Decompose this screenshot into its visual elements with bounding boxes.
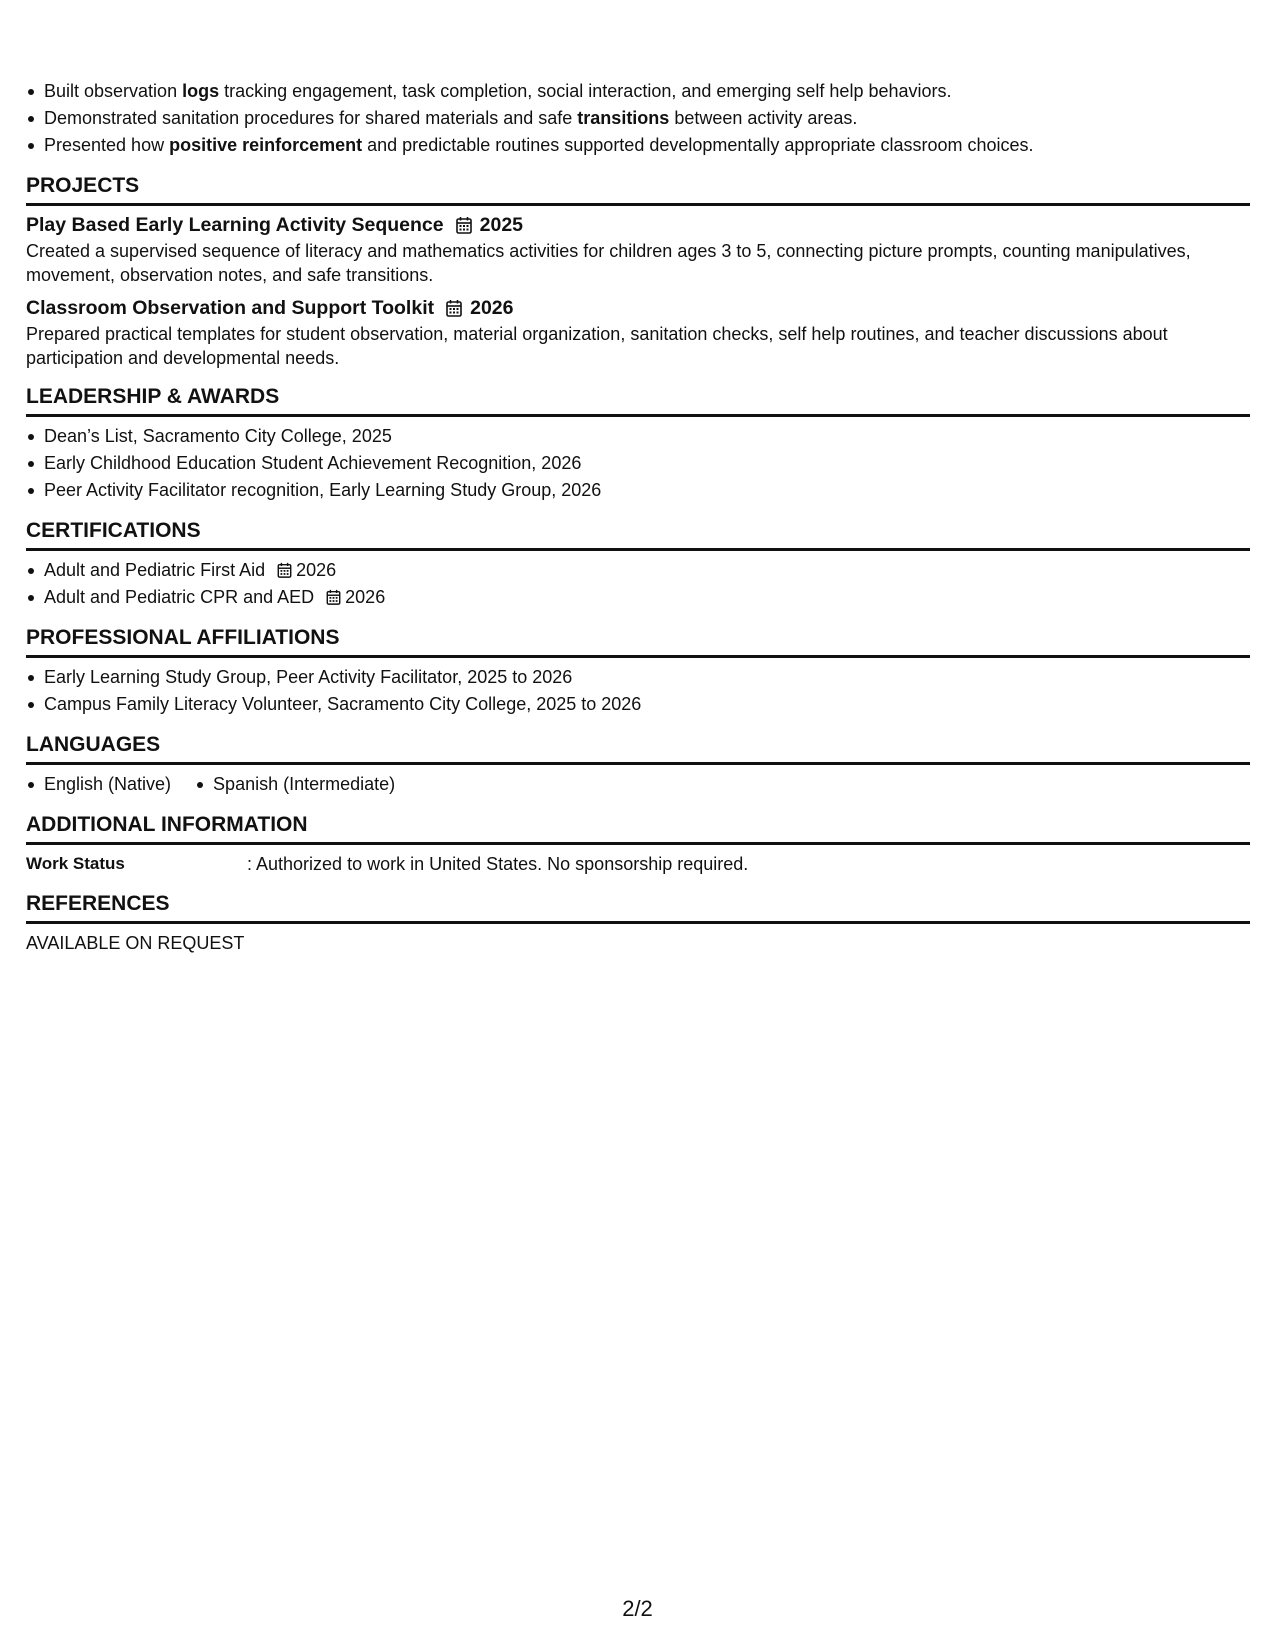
leadership-list [26, 423, 1250, 504]
section-heading: PROFESSIONAL AFFILIATIONS [26, 625, 1250, 658]
section-heading: LEADERSHIP & AWARDS [26, 384, 1250, 417]
project-title: Classroom Observation and Support Toolkit [26, 297, 435, 319]
section-heading: CERTIFICATIONS [26, 518, 1250, 551]
list-item: Early Learning Study Group, Peer Activity Facilitator, 2025 to 2026 [44, 664, 1250, 691]
project-year: 2025 [479, 214, 524, 236]
references-section [26, 891, 1250, 956]
additional-info-section [26, 812, 1250, 877]
certification-name: Adult and Pediatric CPR and AED [44, 587, 315, 607]
resume-page [26, 78, 1250, 956]
list-item: Spanish (Intermediate) [213, 771, 395, 798]
project-year: 2026 [470, 297, 514, 319]
list-item: Peer Activity Facilitator recognition, Early Learning Study Group, 2026 [44, 477, 1250, 504]
leadership-section [26, 384, 1250, 504]
calendar-icon [456, 216, 472, 234]
project-title: Play Based Early Learning Activity Sequence [26, 214, 444, 236]
list-item: English (Native) [44, 771, 171, 798]
certification-name: Adult and Pediatric First Aid [44, 560, 266, 580]
list-item: Presented how positive reinforcement and predictable routines supported developmentally appropriate classroom choices. [44, 132, 1250, 159]
list-item: Demonstrated sanitation procedures for shared materials and safe transitions between activity areas. [44, 105, 1250, 132]
list-item [44, 557, 1250, 584]
calendar-icon [446, 299, 462, 317]
work-status-value: : Authorized to work in United States. No sponsorship required. [247, 854, 749, 874]
calendar-icon [277, 562, 292, 578]
projects-section [26, 173, 1250, 370]
calendar-icon [326, 589, 341, 605]
section-heading: ADDITIONAL INFORMATION [26, 812, 1250, 845]
section-heading: PROJECTS [26, 173, 1250, 206]
project-description: Created a supervised sequence of literacy and mathematics activities for children ages 3 to 5, connecting picture prompts, counting manipulatives, movement, observation notes, and safe transitions. [26, 241, 1191, 285]
certifications-list [26, 557, 1250, 611]
references-text: AVAILABLE ON REQUEST [26, 933, 245, 953]
work-status-row [26, 851, 1250, 877]
project-entry [26, 212, 1250, 287]
list-item: Built observation logs tracking engagement, task completion, social interaction, and emerging self help behaviors. [44, 78, 1250, 105]
list-item: Dean’s List, Sacramento City College, 2025 [44, 423, 1250, 450]
section-heading: REFERENCES [26, 891, 1250, 924]
certification-year: 2026 [345, 587, 386, 607]
certifications-section [26, 518, 1250, 611]
affiliations-list [26, 664, 1250, 718]
page-number: 2/2 [622, 1596, 653, 1621]
experience-bullets [26, 78, 1250, 159]
project-description: Prepared practical templates for student observation, material organization, sanitation checks, self help routines, and teacher discussions about participation and developmental needs. [26, 324, 1168, 368]
list-item: Campus Family Literacy Volunteer, Sacramento City College, 2025 to 2026 [44, 691, 1250, 718]
languages-list [26, 771, 1250, 798]
certification-year: 2026 [296, 560, 337, 580]
languages-section [26, 732, 1250, 798]
list-item [44, 584, 1250, 611]
section-heading: LANGUAGES [26, 732, 1250, 765]
project-entry [26, 295, 1250, 370]
list-item: Early Childhood Education Student Achievement Recognition, 2026 [44, 450, 1250, 477]
affiliations-section [26, 625, 1250, 718]
work-status-label: Work Status [26, 854, 125, 873]
